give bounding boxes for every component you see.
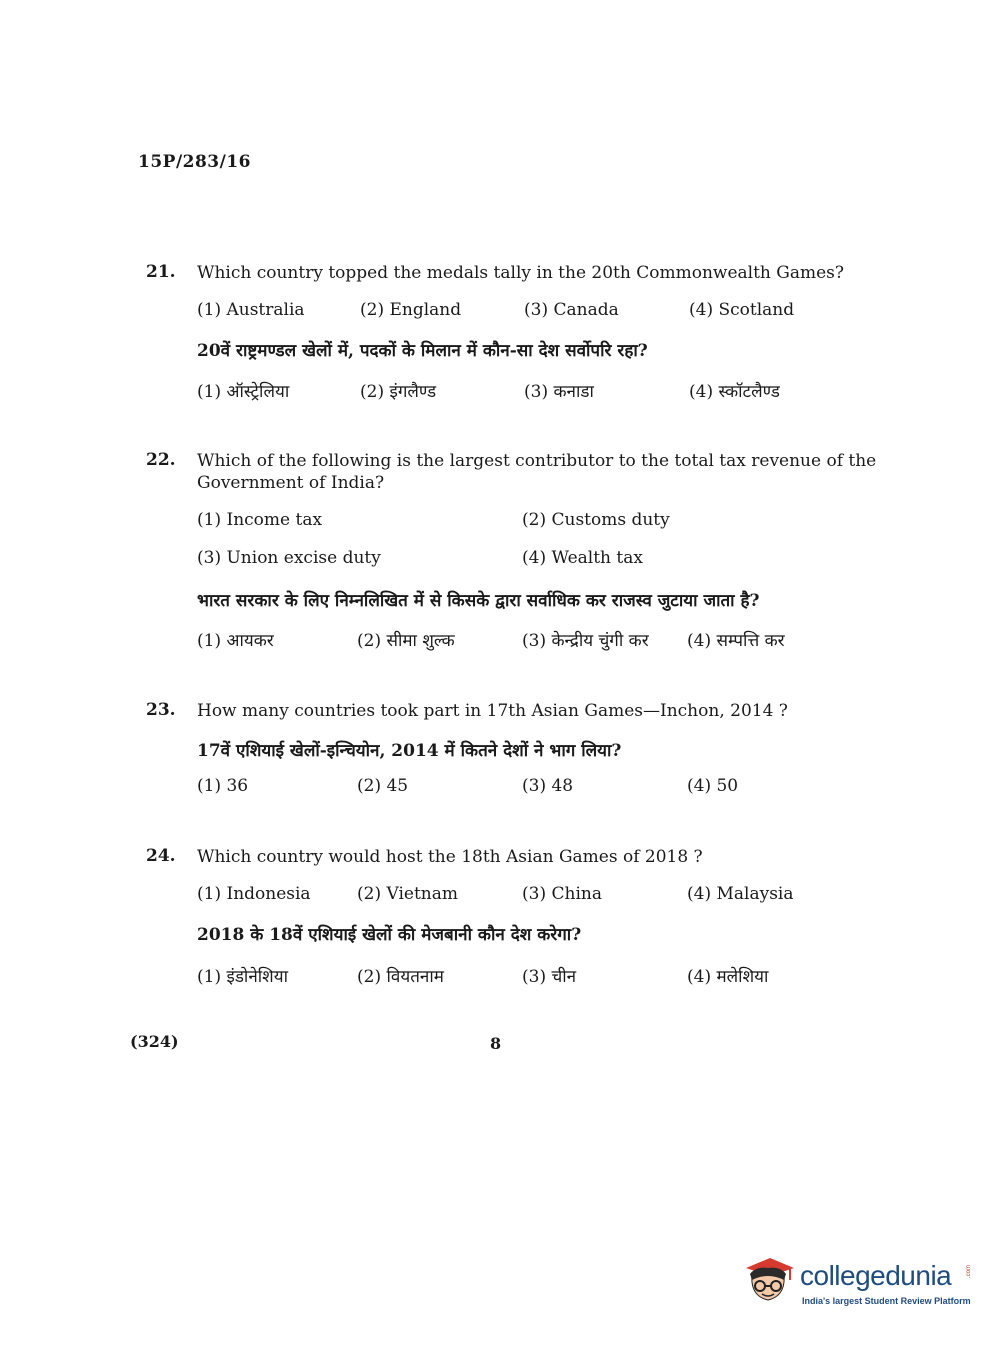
question-text: Which country topped the medals tally in the 20th Commonwealth Games?: [197, 263, 845, 283]
question-number: 23.: [146, 700, 176, 720]
option-4: (4) Scotland: [689, 300, 795, 320]
option-4: (4) Malaysia: [687, 884, 794, 904]
collegedunia-watermark: [740, 1250, 980, 1310]
question-text: Which of the following is the largest contributor to the total tax revenue of the Government of India?: [197, 451, 877, 493]
option-3: (3) Union excise duty: [197, 548, 381, 568]
option-3: (3) 48: [522, 776, 574, 796]
option-2: (2) Customs duty: [522, 510, 670, 530]
option-1-hindi: (1) ऑस्ट्रेलिया: [197, 382, 290, 402]
question-text-hindi: 20वें राष्ट्रमण्डल खेलों में, पदकों के मिलान में कौन-सा देश सर्वोपरि रहा?: [197, 341, 648, 361]
option-1: (1) Indonesia: [197, 884, 311, 904]
question-text: Which country would host the 18th Asian Games of 2018 ?: [197, 847, 703, 867]
option-2-hindi: (2) सीमा शुल्क: [357, 631, 455, 651]
option-3-hindi: (3) केन्द्रीय चुंगी कर: [522, 631, 649, 651]
option-1-hindi: (1) इंडोनेशिया: [197, 967, 288, 987]
question-number: 21.: [146, 262, 176, 282]
brand-suffix: .com: [966, 1264, 972, 1278]
option-4-hindi: (4) स्कॉटलैण्ड: [689, 382, 780, 402]
option-3-hindi: (3) कनाडा: [524, 382, 594, 402]
option-3: (3) China: [522, 884, 602, 904]
brand-name: collegedunia: [800, 1260, 952, 1291]
option-4: (4) 50: [687, 776, 739, 796]
options-row: [197, 548, 857, 572]
options-row-hindi: [197, 628, 857, 652]
option-4: (4) Wealth tax: [522, 548, 643, 568]
options-row: [197, 510, 857, 534]
question-number: 24.: [146, 846, 176, 866]
options-row: [197, 300, 857, 324]
option-4-hindi: (4) सम्पत्ति कर: [687, 631, 785, 651]
option-2-hindi: (2) इंगलैण्ड: [360, 382, 437, 402]
option-1-hindi: (1) आयकर: [197, 631, 274, 651]
paper-code: 15P/283/16: [138, 152, 252, 172]
question-text-hindi: 17वें एशियाई खेलों-इन्चियोन, 2014 में कितने देशों ने भाग लिया?: [197, 741, 622, 761]
option-3: (3) Canada: [524, 300, 619, 320]
brand-tagline: India's largest Student Review Platform: [802, 1296, 971, 1306]
options-row-hindi: [197, 379, 857, 403]
option-1: (1) Australia: [197, 300, 305, 320]
options-row: [197, 884, 857, 908]
page-number: 8: [490, 1034, 502, 1053]
options-row-hindi: [197, 964, 857, 988]
option-3-hindi: (3) चीन: [522, 967, 577, 987]
question-number: 22.: [146, 450, 176, 470]
option-4-hindi: (4) मलेशिया: [687, 967, 769, 987]
option-2: (2) Vietnam: [357, 884, 458, 904]
option-1: (1) Income tax: [197, 510, 323, 530]
question-text-hindi: 2018 के 18वें एशियाई खेलों की मेजबानी कौन देश करेगा?: [197, 925, 582, 945]
options-row: [197, 776, 857, 800]
option-1: (1) 36: [197, 776, 249, 796]
option-2: (2) England: [360, 300, 462, 320]
option-2-hindi: (2) वियतनाम: [357, 967, 444, 987]
option-2: (2) 45: [357, 776, 409, 796]
student-mascot-icon: [740, 1254, 796, 1306]
footer-code: (324): [130, 1032, 179, 1051]
question-text: How many countries took part in 17th Asian Games—Inchon, 2014 ?: [197, 701, 788, 721]
question-text-hindi: भारत सरकार के लिए निम्नलिखित में से किसके द्वारा सर्वाधिक कर राजस्व जुटाया जाता है?: [197, 591, 760, 611]
